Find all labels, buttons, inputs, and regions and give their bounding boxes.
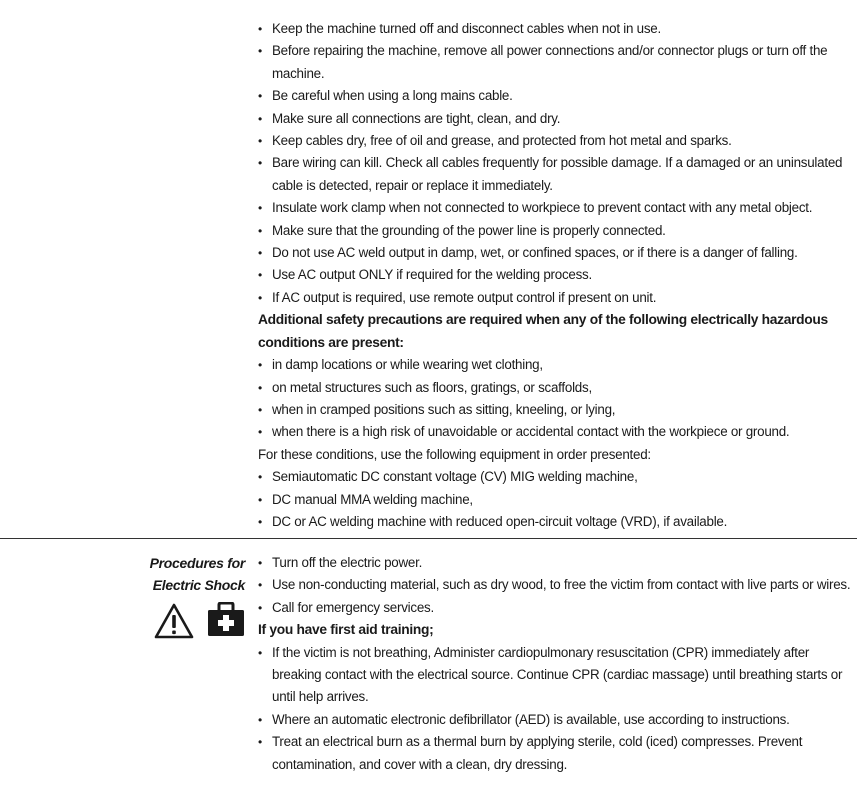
- list-item: • Use non-conducting material, such as dry wood, to free the victim from contact with live parts or wires.: [258, 574, 854, 596]
- list-item: • Bare wiring can kill. Check all cables frequently for possible damage. If a damaged or an uninsulated cable is detected, repair or replace it immediately.: [258, 152, 854, 197]
- list-item: • DC manual MMA welding machine,: [258, 489, 854, 511]
- list-item: • Keep cables dry, free of oil and grease, and protected from hot metal and sparks.: [258, 130, 854, 152]
- list-item: • Where an automatic electronic defibrillator (AED) is available, use according to instructions.: [258, 709, 854, 731]
- list-item: • If AC output is required, use remote output control if present on unit.: [258, 287, 854, 309]
- section-divider: [0, 538, 857, 539]
- list-item: • If the victim is not breathing, Administer cardiopulmonary resuscitation (CPR) immediately after breaking contact with the electrical source. Continue CPR (cardiac massage) until breathing starts or until help arrives.: [258, 642, 854, 709]
- list-item: • Insulate work clamp when not connected to workpiece to prevent contact with any metal object.: [258, 197, 854, 219]
- list-item: • Use AC output ONLY if required for the welding process.: [258, 264, 854, 286]
- list-item: • Turn off the electric power.: [258, 552, 854, 574]
- procedure-steps-list: [258, 552, 854, 619]
- list-item: • Call for emergency services.: [258, 597, 854, 619]
- list-item: • Be careful when using a long mains cable.: [258, 85, 854, 107]
- list-item: • when in cramped positions such as sitting, kneeling, or lying,: [258, 399, 854, 421]
- procedures-title: [150, 552, 245, 597]
- list-item: • Treat an electrical burn as a thermal burn by applying sterile, cold (iced) compresses. Prevent contamination, and cover with a clean, dry dressing.: [258, 731, 854, 776]
- list-item: • when there is a high risk of unavoidable or accidental contact with the workpiece or ground.: [258, 421, 854, 443]
- list-item: • on metal structures such as floors, gratings, or scaffolds,: [258, 377, 854, 399]
- equipment-list: [258, 466, 854, 533]
- electric-shock-procedures-section: [258, 552, 854, 776]
- list-item: • Keep the machine turned off and disconnect cables when not in use.: [258, 18, 854, 40]
- safety-precautions-section: [258, 18, 854, 533]
- list-item: • Do not use AC weld output in damp, wet, or confined spaces, or if there is a danger of falling.: [258, 242, 854, 264]
- first-aid-steps-list: [258, 642, 854, 776]
- list-item: • Make sure all connections are tight, clean, and dry.: [258, 108, 854, 130]
- list-item: • Before repairing the machine, remove all power connections and/or connector plugs or turn off the machine.: [258, 40, 854, 85]
- first-aid-heading: If you have first aid training;: [258, 622, 434, 638]
- list-item: • Semiautomatic DC constant voltage (CV) MIG welding machine,: [258, 466, 854, 488]
- first-aid-kit-icon: [207, 602, 245, 637]
- additional-precautions-heading: Additional safety precautions are required when any of the following electrically hazardous conditions are present:: [258, 312, 828, 350]
- list-item: • in damp locations or while wearing wet clothing,: [258, 354, 854, 376]
- procedures-title-line1: Procedures for: [149, 555, 245, 571]
- procedures-title-line2: Electric Shock: [152, 577, 245, 594]
- equipment-intro: For these conditions, use the following equipment in order presented:: [258, 446, 651, 462]
- precautions-list: [258, 18, 854, 309]
- hazardous-conditions-list: [258, 354, 854, 444]
- list-item: • Make sure that the grounding of the power line is properly connected.: [258, 220, 854, 242]
- warning-triangle-icon: [154, 603, 194, 639]
- list-item: • DC or AC welding machine with reduced open-circuit voltage (VRD), if available.: [258, 511, 854, 533]
